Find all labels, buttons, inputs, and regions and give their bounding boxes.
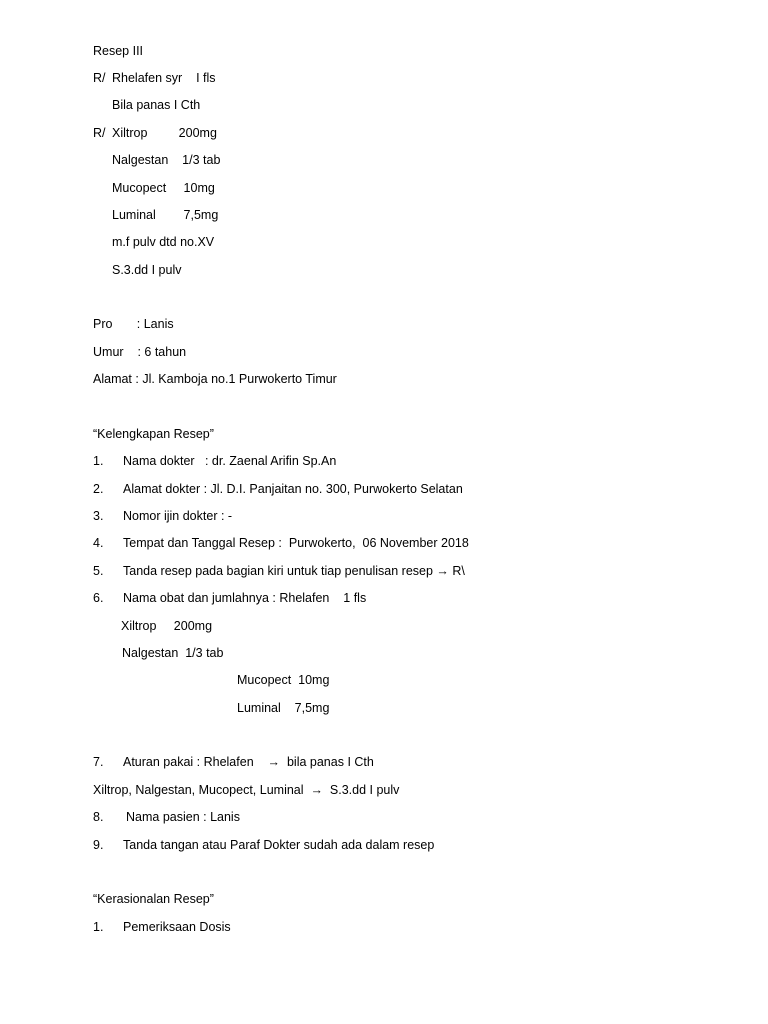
list-number: 8. [93, 810, 104, 824]
patient-pro: Pro : Lanis [93, 317, 174, 331]
list-number: 2. [93, 482, 104, 496]
patient-alamat: Alamat : Jl. Kamboja no.1 Purwokerto Timur [93, 372, 337, 386]
item6-drug: Luminal 7,5mg [237, 701, 330, 715]
list-number: 6. [93, 591, 104, 605]
list-item: Alamat dokter : Jl. D.I. Panjaitan no. 300, Purwokerto Selatan [123, 482, 463, 496]
kerasionalan-heading: “Kerasionalan Resep” [93, 892, 214, 906]
list-number: 3. [93, 509, 104, 523]
list-item: Nama pasien : Lanis [126, 810, 240, 824]
list-item: Tempat dan Tanggal Resep : Purwokerto, 06 November 2018 [123, 536, 469, 550]
r2-item: S.3.dd I pulv [112, 263, 182, 277]
r2-item: Luminal 7,5mg [112, 208, 219, 222]
r2-item: m.f pulv dtd no.XV [112, 235, 215, 249]
r2-item: Xiltrop 200mg [112, 126, 217, 140]
list-item: Tanda resep pada bagian kiri untuk tiap penulisan resep → R\ [123, 564, 465, 578]
recipe-title: Resep III [93, 44, 144, 58]
list-item: Nomor ijin dokter : - [123, 509, 233, 523]
r1-line: Rhelafen syr I fls [112, 71, 216, 85]
item6-drug: Nalgestan 1/3 tab [122, 646, 224, 660]
list-number: 5. [93, 564, 104, 578]
item6-drug: Mucopect 10mg [237, 673, 330, 687]
item7-continuation: Xiltrop, Nalgestan, Mucopect, Luminal → S.3.dd I pulv [93, 783, 400, 797]
list-item: Tanda tangan atau Paraf Dokter sudah ada dalam resep [123, 838, 435, 852]
list-item: Aturan pakai : Rhelafen → bila panas I Cth [123, 755, 374, 769]
r2-prefix: R/ [93, 126, 106, 140]
list-item: Nama dokter : dr. Zaenal Arifin Sp.An [123, 454, 337, 468]
list-item: Nama obat dan jumlahnya : Rhelafen 1 fls [123, 591, 367, 605]
r2-item: Mucopect 10mg [112, 181, 215, 195]
list-number: 1. [93, 454, 104, 468]
item6-drug: Xiltrop 200mg [121, 619, 213, 633]
list-number: 7. [93, 755, 104, 769]
patient-umur: Umur : 6 tahun [93, 345, 187, 359]
list-number: 1. [93, 920, 104, 934]
list-item: Pemeriksaan Dosis [123, 920, 231, 934]
r2-item: Nalgestan 1/3 tab [112, 153, 221, 167]
list-number: 4. [93, 536, 104, 550]
r1-sig: Bila panas I Cth [112, 98, 201, 112]
r1-prefix: R/ [93, 71, 106, 85]
list-number: 9. [93, 838, 104, 852]
kelengkapan-heading: “Kelengkapan Resep” [93, 427, 214, 441]
